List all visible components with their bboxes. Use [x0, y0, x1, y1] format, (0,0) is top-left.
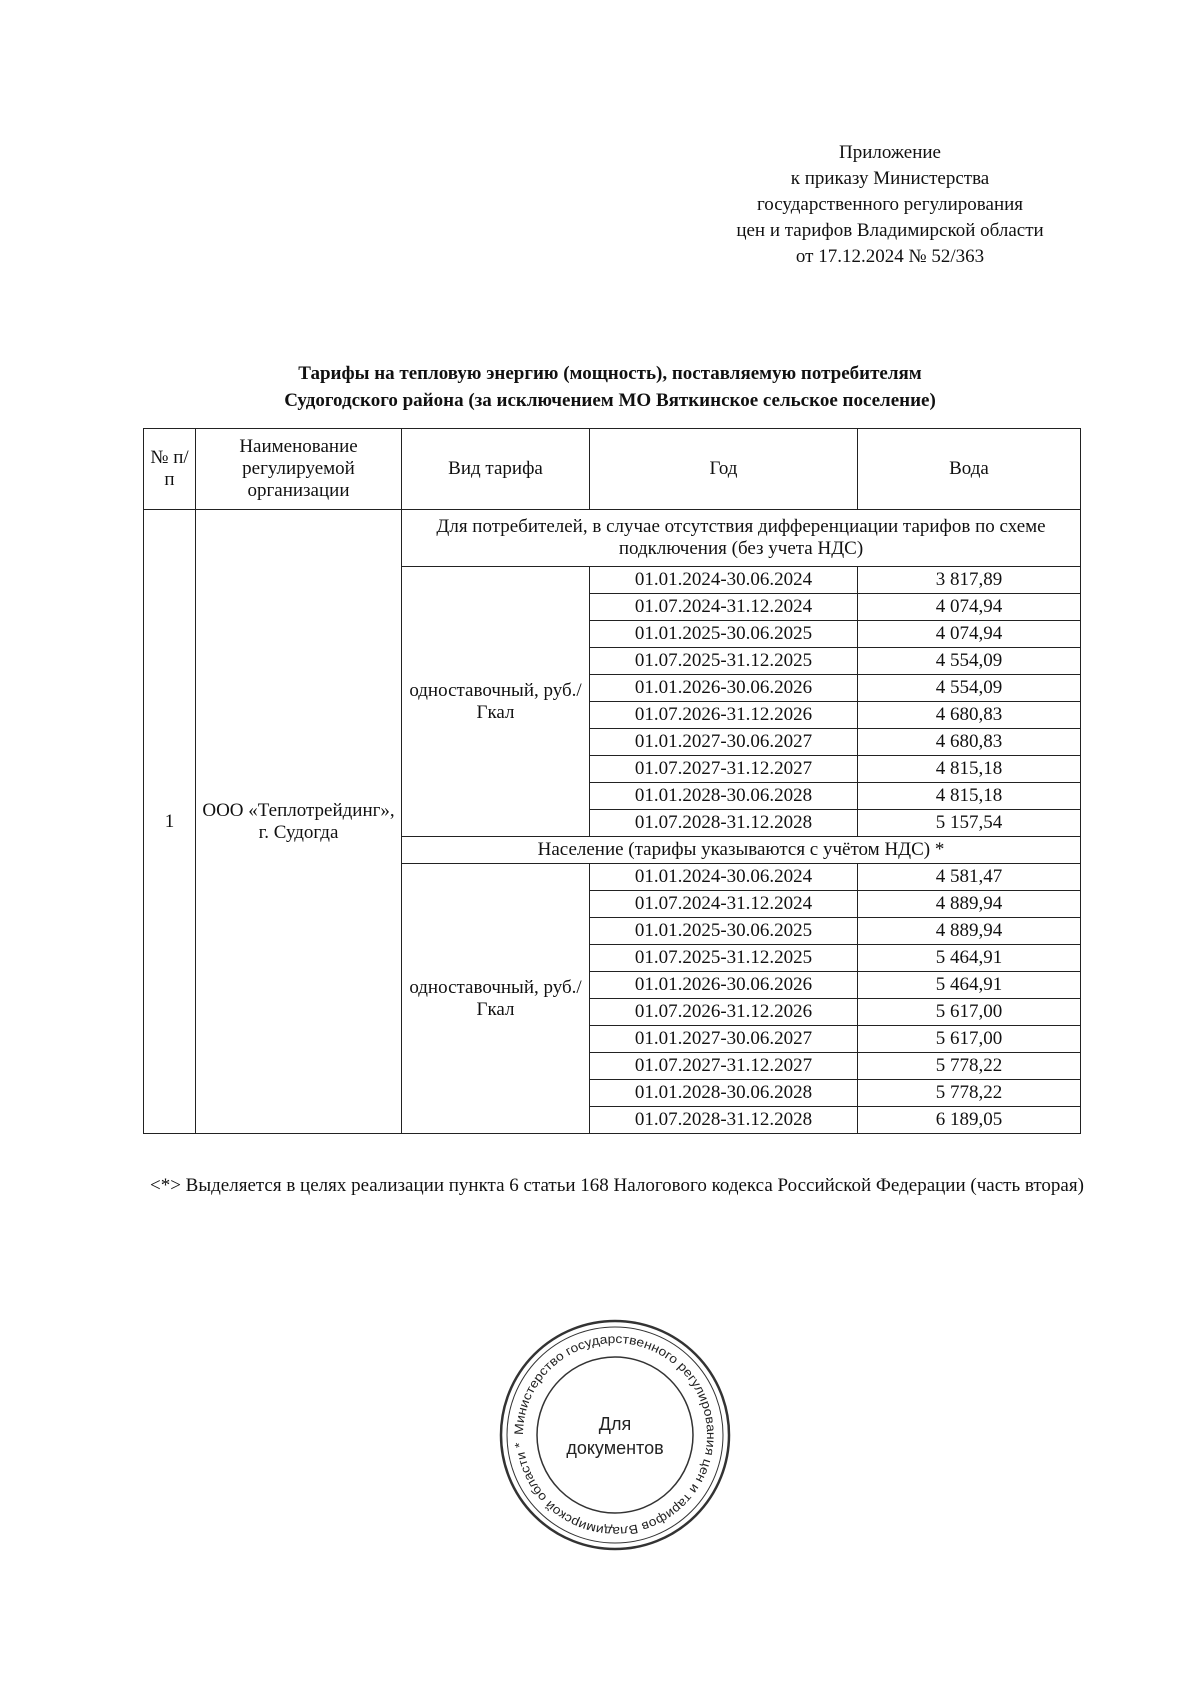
title-line-2: Судогодского района (за исключением МО Вяткинское сельское поселение): [284, 390, 936, 411]
appendix-order-date: от 17.12.2024 № 52/363: [795, 246, 985, 267]
official-stamp: [498, 1318, 732, 1552]
section-caption: Население (тарифы указываются с учётом НДС) *: [402, 837, 1081, 864]
price-cell: 4 554,09: [858, 648, 1081, 675]
stamp-outer-ring-thin: [507, 1327, 723, 1543]
appendix-line: государственного регулирования: [756, 194, 1024, 215]
price-cell: 4 815,18: [858, 756, 1081, 783]
price-cell: 4 581,47: [858, 864, 1081, 891]
period-cell: 01.01.2026-30.06.2026: [590, 972, 858, 999]
price-cell: 4 889,94: [858, 891, 1081, 918]
period-cell: 01.07.2024-31.12.2024: [590, 891, 858, 918]
appendix-header: [660, 140, 1120, 270]
appendix-line: Приложение: [839, 142, 941, 163]
period-cell: 01.07.2027-31.12.2027: [590, 756, 858, 783]
price-cell: 4 074,94: [858, 594, 1081, 621]
period-cell: 01.07.2026-31.12.2026: [590, 702, 858, 729]
price-cell: 6 189,05: [858, 1107, 1081, 1134]
stamp-ring-text: [512, 1332, 718, 1538]
tariff-type: одноставочный, руб./Гкал: [402, 864, 590, 1134]
appendix-line: к приказу Министерства: [790, 168, 990, 189]
price-cell: 3 817,89: [858, 567, 1081, 594]
organization-name: ООО «Теплотрейдинг», г. Судогда: [196, 510, 402, 1134]
period-cell: 01.07.2025-31.12.2025: [590, 945, 858, 972]
period-cell: 01.07.2028-31.12.2028: [590, 1107, 858, 1134]
tariff-type: одноставочный, руб./Гкал: [402, 567, 590, 837]
price-cell: 5 464,91: [858, 972, 1081, 999]
header-year: Год: [590, 429, 858, 510]
period-cell: 01.01.2024-30.06.2024: [590, 567, 858, 594]
period-cell: 01.07.2028-31.12.2028: [590, 810, 858, 837]
price-cell: 5 464,91: [858, 945, 1081, 972]
period-cell: 01.01.2027-30.06.2027: [590, 1026, 858, 1053]
stamp-outer-ring: [501, 1321, 729, 1549]
header-num: № п/п: [144, 429, 196, 510]
period-cell: 01.01.2024-30.06.2024: [590, 864, 858, 891]
price-cell: 4 889,94: [858, 918, 1081, 945]
table-header-row: [144, 429, 1081, 510]
header-tariff-type: Вид тарифа: [402, 429, 590, 510]
price-cell: 4 680,83: [858, 729, 1081, 756]
period-cell: 01.07.2026-31.12.2026: [590, 999, 858, 1026]
price-cell: 4 074,94: [858, 621, 1081, 648]
stamp-inner-ring: [537, 1357, 693, 1513]
price-cell: 4 554,09: [858, 675, 1081, 702]
price-cell: 4 680,83: [858, 702, 1081, 729]
price-cell: 5 778,22: [858, 1053, 1081, 1080]
period-cell: 01.01.2025-30.06.2025: [590, 621, 858, 648]
price-cell: 4 815,18: [858, 783, 1081, 810]
title-line-1: Тарифы на тепловую энергию (мощность), поставляемую потребителям: [298, 363, 922, 384]
period-cell: 01.01.2026-30.06.2026: [590, 675, 858, 702]
period-cell: 01.01.2027-30.06.2027: [590, 729, 858, 756]
row-number: 1: [144, 510, 196, 1134]
price-cell: 5 617,00: [858, 999, 1081, 1026]
footnote: <*> Выделяется в целях реализации пункта 6 статьи 168 Налогового кодекса Российской Федерации (часть вторая): [150, 1175, 1084, 1196]
period-cell: 01.01.2028-30.06.2028: [590, 783, 858, 810]
document-title: [140, 360, 1080, 414]
period-cell: 01.07.2024-31.12.2024: [590, 594, 858, 621]
section-caption: Для потребителей, в случае отсутствия дифференциации тарифов по схеме подключения (без учета НДС): [402, 510, 1081, 567]
price-cell: 5 778,22: [858, 1080, 1081, 1107]
header-water: Вода: [858, 429, 1081, 510]
stamp-center-line-1: Для: [598, 1414, 632, 1434]
price-cell: 5 617,00: [858, 1026, 1081, 1053]
stamp-center-line-2: документов: [566, 1438, 664, 1458]
price-cell: 5 157,54: [858, 810, 1081, 837]
section-caption-row: [144, 510, 1081, 567]
period-cell: 01.01.2028-30.06.2028: [590, 1080, 858, 1107]
period-cell: 01.07.2025-31.12.2025: [590, 648, 858, 675]
header-organization: Наименование регулируемой организации: [196, 429, 402, 510]
period-cell: 01.07.2027-31.12.2027: [590, 1053, 858, 1080]
stamp-ring-textpath: Министерство государственного регулирования цен и тарифов Владимирской области *: [511, 1331, 719, 1539]
period-cell: 01.01.2025-30.06.2025: [590, 918, 858, 945]
tariff-table: [143, 428, 1081, 1134]
appendix-line: цен и тарифов Владимирской области: [736, 220, 1044, 241]
